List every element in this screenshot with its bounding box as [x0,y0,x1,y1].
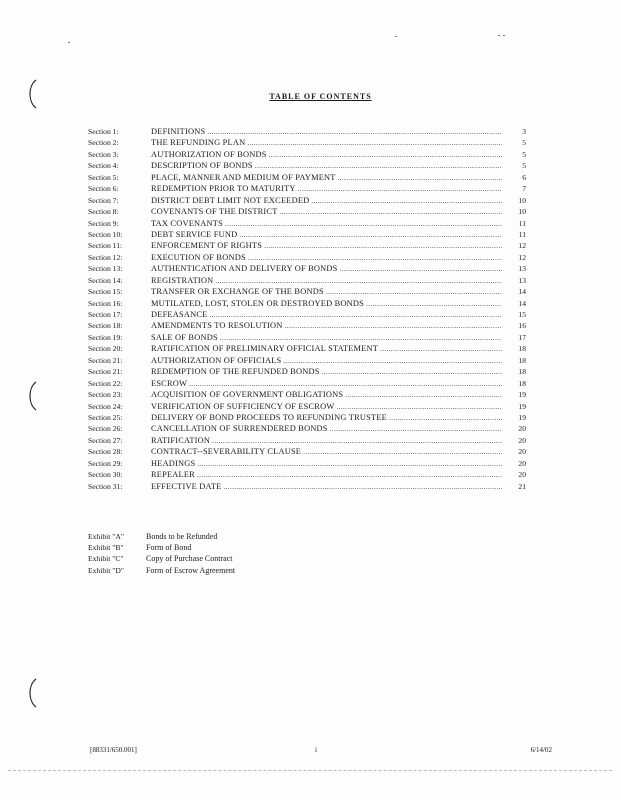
toc-row [88,435,526,446]
toc-section-title: EFFECTIVE DATE [151,481,222,491]
toc-row [88,355,526,366]
toc-dot-leader [264,241,502,252]
toc-section-label: Section 31: [88,481,123,491]
toc-dot-leader [197,470,502,481]
toc-section-title: ENFORCEMENT OF RIGHTS [151,241,263,251]
toc-dot-leader [303,447,502,458]
toc-dot-leader [311,196,502,207]
footer-date: 6/14/02 [530,746,552,754]
toc-dot-leader [239,230,502,241]
toc-dot-leader [285,321,502,332]
toc-section-title: DESCRIPTION OF BONDS [151,161,253,171]
toc-row [88,195,526,206]
toc-page-number: 18 [518,378,526,388]
toc-row [88,343,526,354]
toc-page-number: 12 [518,252,526,262]
toc-section-label: Section 18: [88,321,123,331]
toc-row [88,366,526,377]
exhibit-row [88,542,348,553]
toc-dot-leader [389,413,502,424]
toc-page-number: 20 [518,458,526,468]
toc-row [88,218,526,229]
toc-section-label: Section 17: [88,310,123,319]
toc-row [88,389,526,400]
toc-page-number: 20 [518,470,526,480]
toc-dot-leader [280,207,502,218]
toc-page-number: 13 [518,264,526,274]
toc-page-number: 10 [518,207,526,217]
toc-section-title: MUTILATED, LOST, STOLEN OR DESTROYED BONDS [151,298,365,308]
toc-section-title: RATIFICATION [151,435,211,445]
toc-page-number: 19 [518,412,526,422]
toc-dot-leader [345,390,502,401]
toc-section-title: VERIFICATION OF SUFFICIENCY OF ESCROW [151,401,335,411]
toc-section-label: Section 6: [88,184,119,194]
toc-section-label: Section 21: [88,355,123,365]
toc-row [88,412,526,423]
punch-hole-mark-middle [22,380,44,410]
toc-row [88,263,526,274]
toc-dot-leader [330,424,502,435]
toc-dot-leader [322,367,502,378]
toc-page-number: 13 [518,275,526,285]
toc-section-label: Section 20: [88,344,123,354]
toc-section-label: Section 3: [88,149,119,159]
toc-section-label: Section 21: [88,367,123,377]
toc-section-label: Section 12: [88,252,123,262]
toc-page-number: 18 [518,355,526,365]
toc-row [88,401,526,412]
toc-row [88,252,526,263]
toc-page-number: 15 [518,310,526,319]
toc-section-title: REGISTRATION [151,275,214,285]
toc-row [88,378,526,389]
toc-section-title: THE REFUNDING PLAN [151,138,246,148]
exhibit-description: Form of Escrow Agreement [146,565,236,575]
exhibit-label: Exhibit "D" [88,565,124,575]
exhibit-row [88,531,348,542]
toc-list [88,126,526,492]
scan-speck [395,36,397,37]
toc-page-number: 19 [518,390,526,400]
toc-page-number: 5 [522,138,526,148]
toc-section-label: Section 14: [88,275,123,285]
toc-row [88,275,526,286]
toc-dot-leader [338,173,502,184]
toc-section-label: Section 26: [88,424,123,434]
toc-dot-leader [298,184,502,195]
toc-page-number: 20 [518,435,526,445]
toc-dot-leader [225,219,502,230]
toc-section-label: Section 9: [88,218,119,228]
toc-section-title: DEBT SERVICE FUND [151,229,238,239]
toc-row [88,423,526,434]
scan-speck [498,35,500,36]
bottom-edge-rule [8,770,612,771]
toc-row [88,481,526,492]
toc-section-label: Section 5: [88,172,119,182]
toc-section-label: Section 30: [88,470,123,480]
scan-speck [68,42,70,43]
toc-row [88,206,526,217]
toc-section-title: DEFEASANCE [151,310,208,319]
toc-section-label: Section 11: [88,241,123,251]
toc-dot-leader [247,138,502,149]
toc-dot-leader [380,344,502,355]
toc-section-label: Section 13: [88,264,123,274]
toc-page-number: 3 [522,127,526,136]
toc-row [88,286,526,297]
toc-page-number: 14 [518,298,526,308]
toc-page-number: 20 [518,447,526,457]
toc-row [88,126,526,137]
exhibit-label: Exhibit "A" [88,532,124,541]
toc-section-title: AUTHENTICATION AND DELIVERY OF BONDS [151,264,338,274]
toc-section-title: EXECUTION OF BONDS [151,252,246,262]
toc-section-label: Section 1: [88,127,119,136]
toc-row [88,446,526,457]
toc-dot-leader [197,459,502,470]
toc-section-title: DELIVERY OF BOND PROCEEDS TO REFUNDING TRUSTEE [151,412,387,422]
toc-dot-leader [366,299,502,310]
toc-row [88,309,526,320]
toc-row [88,320,526,331]
toc-section-title: SALE OF BONDS [151,332,218,342]
toc-section-title: AUTHORIZATION OF OFFICIALS [151,355,282,365]
toc-section-label: Section 29: [88,458,123,468]
toc-section-title: ACQUISITION OF GOVERNMENT OBLIGATIONS [151,390,344,400]
toc-section-title: DISTRICT DEBT LIMIT NOT EXCEEDED [151,195,310,205]
toc-section-label: Section 10: [88,229,123,239]
toc-page-number: 17 [518,332,526,342]
toc-section-label: Section 25: [88,412,123,422]
toc-page-number: 14 [518,287,526,297]
toc-section-title: REPEALER [151,470,195,480]
toc-row [88,229,526,240]
toc-section-label: Section 7: [88,195,119,205]
exhibit-label: Exhibit "C" [88,554,124,564]
toc-section-title: REDEMPTION OF THE REFUNDED BONDS [151,367,320,377]
toc-section-label: Section 15: [88,287,123,297]
toc-section-title: PLACE, MANNER AND MEDIUM OF PAYMENT [151,172,336,182]
toc-row [88,160,526,171]
toc-dot-leader [224,482,503,493]
toc-section-label: Section 8: [88,207,119,217]
toc-section-label: Section 23: [88,390,123,400]
toc-page-number: 7 [522,184,526,194]
toc-section-title: HEADINGS [151,458,196,468]
toc-section-label: Section 24: [88,401,123,411]
toc-page-number: 16 [518,321,526,331]
toc-page-number: 11 [518,229,526,239]
toc-page-number: 20 [518,424,526,434]
toc-page-number: 6 [522,172,526,182]
toc-row [88,298,526,309]
toc-page-number: 21 [518,481,526,491]
toc-section-title: AMENDMENTS TO RESOLUTION [151,321,283,331]
toc-section-title: AUTHORIZATION OF BONDS [151,149,267,159]
toc-section-label: Section 27: [88,435,123,445]
toc-section-title: ESCROW [151,378,188,388]
footer-doc-id: [88331/650.001] [90,746,137,754]
toc-page-number: 5 [522,161,526,171]
toc-row [88,183,526,194]
toc-row [88,240,526,251]
toc-section-label: Section 4: [88,161,119,171]
toc-page-number: 18 [518,367,526,377]
toc-section-title: CANCELLATION OF SURRENDERED BONDS [151,424,328,434]
toc-section-title: TRANSFER OR EXCHANGE OF THE BONDS [151,287,324,297]
toc-section-title: RATIFICATION OF PRELIMINARY OFFICIAL STATEMENT [151,344,379,354]
toc-section-label: Section 19: [88,332,123,342]
page-title [0,92,621,101]
toc-heading: TABLE OF CONTENTS [269,92,372,101]
toc-section-label: Section 16: [88,298,123,308]
exhibit-label: Exhibit "B" [88,543,124,553]
punch-hole-mark-bottom [22,677,44,707]
toc-page-number: 11 [518,218,526,228]
toc-page-number: 18 [518,344,526,354]
toc-page-number: 10 [518,195,526,205]
toc-section-label: Section 28: [88,447,123,457]
toc-row [88,137,526,148]
exhibit-row [88,553,348,564]
scan-speck [503,35,505,36]
toc-section-label: Section 2: [88,138,119,148]
toc-dot-leader [339,264,502,275]
toc-section-title: CONTRACT--SEVERABILITY CLAUSE [151,447,302,457]
exhibit-description: Form of Bond [146,543,192,553]
toc-section-label: Section 22: [88,378,123,388]
toc-row [88,172,526,183]
toc-page-number: 12 [518,241,526,251]
toc-dot-leader [207,127,502,138]
footer-page-number: i [315,746,317,754]
exhibit-description: Copy of Purchase Contract [146,554,233,564]
toc-row [88,469,526,480]
exhibit-list [88,531,348,576]
toc-row [88,458,526,469]
toc-section-title: DEFINITIONS [151,127,206,136]
exhibit-row [88,565,348,576]
toc-section-title: REDEMPTION PRIOR TO MATURITY [151,184,296,194]
toc-page-number: 5 [522,149,526,159]
toc-row [88,332,526,343]
exhibit-description: Bonds to be Refunded [146,532,218,541]
toc-section-title: COVENANTS OF THE DISTRICT [151,207,278,217]
toc-page-number: 19 [518,401,526,411]
toc-dot-leader [269,150,502,161]
toc-row [88,149,526,160]
toc-section-title: TAX COVENANTS [151,218,223,228]
